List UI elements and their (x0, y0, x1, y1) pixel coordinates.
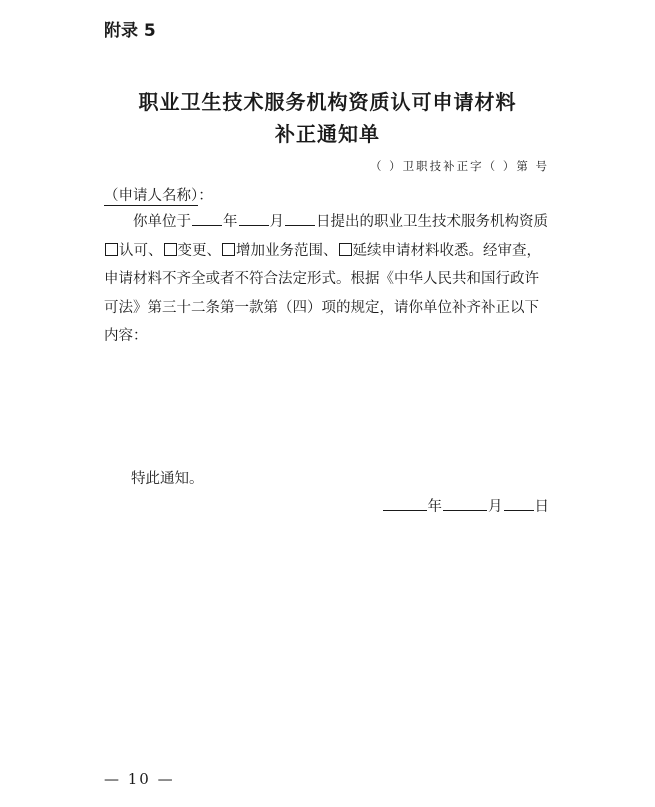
checkbox-change (164, 243, 177, 256)
checkbox-add-scope (222, 243, 235, 256)
checkbox-approval (105, 243, 118, 256)
month-label: 月 (269, 214, 284, 230)
appendix-label: 附录 5 (104, 21, 156, 41)
day-blank (285, 211, 315, 227)
date-month-blank (443, 496, 487, 512)
year-blank (192, 211, 222, 227)
notice-body (104, 208, 548, 351)
checkbox-renewal (339, 243, 352, 256)
month-blank (239, 211, 269, 227)
year-label: 年 (223, 214, 238, 230)
body-intro: 你单位于 (133, 214, 191, 230)
title-line-2: 补正通知单 (275, 122, 380, 146)
date-day-blank (504, 496, 534, 512)
option-add-scope: 增加业务范围、 (236, 242, 338, 259)
date-year-label: 年 (427, 499, 442, 515)
page-number: — 10 — (104, 770, 175, 788)
option-change: 变更、 (177, 242, 221, 259)
document-number: （ ）卫职技补正字（ ）第 号 (370, 159, 549, 173)
option-approval: 认可、 (119, 242, 163, 259)
option-renewal-and-text: 延续申请材料收悉。经审查，申请材料不齐全或者不符合法定形式。根据《中华人民共和国行政许可法》第三十二条第一款第（四）项的规定，请你单位补齐补正以下内容： (104, 242, 541, 344)
date-year-blank (383, 496, 427, 512)
body-submitted: 日提出的职业卫生技术服务机构资质 (316, 214, 548, 230)
date-line (382, 495, 550, 516)
date-month-label: 月 (488, 499, 503, 515)
applicant-name-placeholder: （申请人名称） (104, 188, 199, 204)
title-line-1: 职业卫生技术服务机构资质认可申请材料 (138, 90, 517, 114)
date-day-label: 日 (534, 499, 549, 515)
closing-text: 特此通知。 (131, 471, 204, 487)
applicant-colon: ： (198, 188, 213, 204)
applicant-line (104, 184, 213, 205)
